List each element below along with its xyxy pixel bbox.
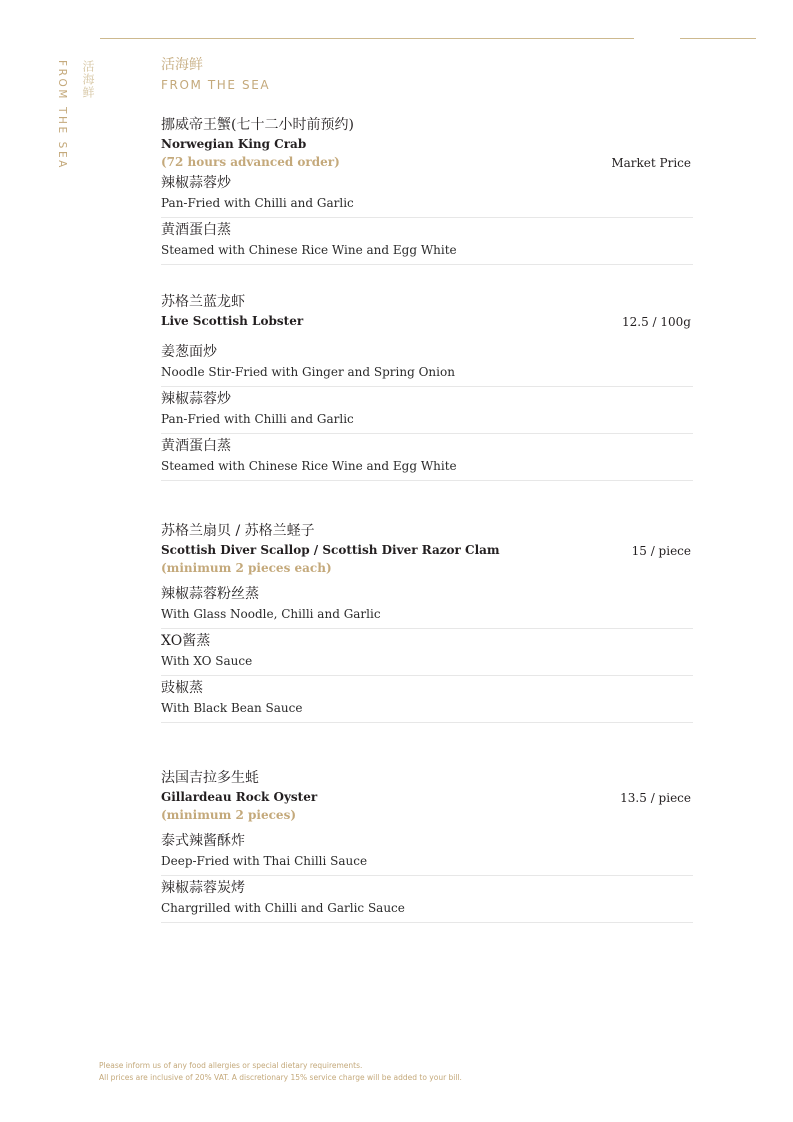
side-label bbox=[56, 60, 116, 190]
menu-item-scallop-razor-clam bbox=[161, 521, 693, 723]
item-title-cn: 苏格兰蓝龙虾 bbox=[161, 294, 245, 310]
item-title-cn: 法国吉拉多生蚝 bbox=[161, 770, 259, 786]
item-title-en: Gillardeau Rock Oyster bbox=[161, 790, 318, 804]
preparation-en: Deep-Fried with Thai Chilli Sauce bbox=[161, 854, 368, 868]
preparation-cn: 辣椒蒜蓉炭烤 bbox=[161, 880, 245, 896]
item-title-cn: 苏格兰扇贝 / 苏格兰蛏子 bbox=[161, 523, 315, 539]
preparation-option bbox=[161, 876, 693, 923]
preparation-option bbox=[161, 171, 693, 218]
menu-item-lobster bbox=[161, 292, 693, 481]
preparation-en: With Black Bean Sauce bbox=[161, 701, 303, 715]
preparation-cn: 黄酒蛋白蒸 bbox=[161, 438, 231, 454]
top-rule-left bbox=[100, 38, 634, 39]
item-title-cn: 挪威帝王蟹(七十二小时前预约) bbox=[161, 117, 354, 133]
preparation-option bbox=[161, 629, 693, 676]
footer-allergy-note: Please inform us of any food allergies or special dietary requirements. bbox=[99, 1061, 363, 1070]
item-title-en: Scottish Diver Scallop / Scottish Diver Razor Clam bbox=[161, 543, 500, 557]
footer-vat-note: All prices are inclusive of 20% VAT. A discretionary 15% service charge will be added to your bill. bbox=[99, 1073, 462, 1082]
preparation-option bbox=[161, 582, 693, 629]
menu-item-oyster bbox=[161, 768, 693, 923]
preparation-cn: 辣椒蒜蓉粉丝蒸 bbox=[161, 586, 259, 602]
preparation-option bbox=[161, 218, 693, 265]
item-title-en: Live Scottish Lobster bbox=[161, 314, 304, 328]
preparation-cn: 豉椒蒸 bbox=[161, 680, 203, 696]
item-note: (minimum 2 pieces) bbox=[161, 808, 296, 822]
preparation-option bbox=[161, 434, 693, 481]
item-price: 13.5 / piece bbox=[620, 791, 691, 805]
menu-item-king-crab bbox=[161, 115, 693, 265]
preparation-cn: 辣椒蒜蓉炒 bbox=[161, 391, 231, 407]
preparation-cn: 黄酒蛋白蒸 bbox=[161, 222, 231, 238]
preparation-en: Steamed with Chinese Rice Wine and Egg White bbox=[161, 243, 457, 257]
preparation-en: Steamed with Chinese Rice Wine and Egg White bbox=[161, 459, 457, 473]
preparation-en: With Glass Noodle, Chilli and Garlic bbox=[161, 607, 381, 621]
preparation-option bbox=[161, 829, 693, 876]
item-price: 12.5 / 100g bbox=[622, 315, 691, 329]
item-price: Market Price bbox=[611, 156, 691, 170]
preparation-en: Pan-Fried with Chilli and Garlic bbox=[161, 412, 354, 426]
preparation-cn: 泰式辣酱酥炸 bbox=[161, 833, 245, 849]
page-header bbox=[161, 54, 270, 92]
side-label-cn: 活海鲜 bbox=[81, 60, 95, 99]
item-note: (72 hours advanced order) bbox=[161, 155, 340, 169]
preparation-cn: 姜葱面炒 bbox=[161, 344, 217, 360]
footer-notes bbox=[99, 1060, 462, 1084]
top-rule-right bbox=[680, 38, 756, 39]
preparation-en: With XO Sauce bbox=[161, 654, 253, 668]
preparation-option bbox=[161, 340, 693, 387]
item-price: 15 / piece bbox=[631, 544, 691, 558]
preparation-cn: 辣椒蒜蓉炒 bbox=[161, 175, 231, 191]
preparation-en: Chargrilled with Chilli and Garlic Sauce bbox=[161, 901, 405, 915]
header-title-cn: 活海鲜 bbox=[161, 57, 203, 73]
item-note: (minimum 2 pieces each) bbox=[161, 561, 332, 575]
preparation-option bbox=[161, 387, 693, 434]
item-title-en: Norwegian King Crab bbox=[161, 137, 307, 151]
preparation-cn: XO酱蒸 bbox=[161, 633, 211, 649]
preparation-en: Noodle Stir-Fried with Ginger and Spring Onion bbox=[161, 365, 455, 379]
preparation-option bbox=[161, 676, 693, 723]
side-label-en: FROM THE SEA bbox=[56, 60, 68, 170]
preparation-en: Pan-Fried with Chilli and Garlic bbox=[161, 196, 354, 210]
header-title-en: FROM THE SEA bbox=[161, 78, 271, 92]
